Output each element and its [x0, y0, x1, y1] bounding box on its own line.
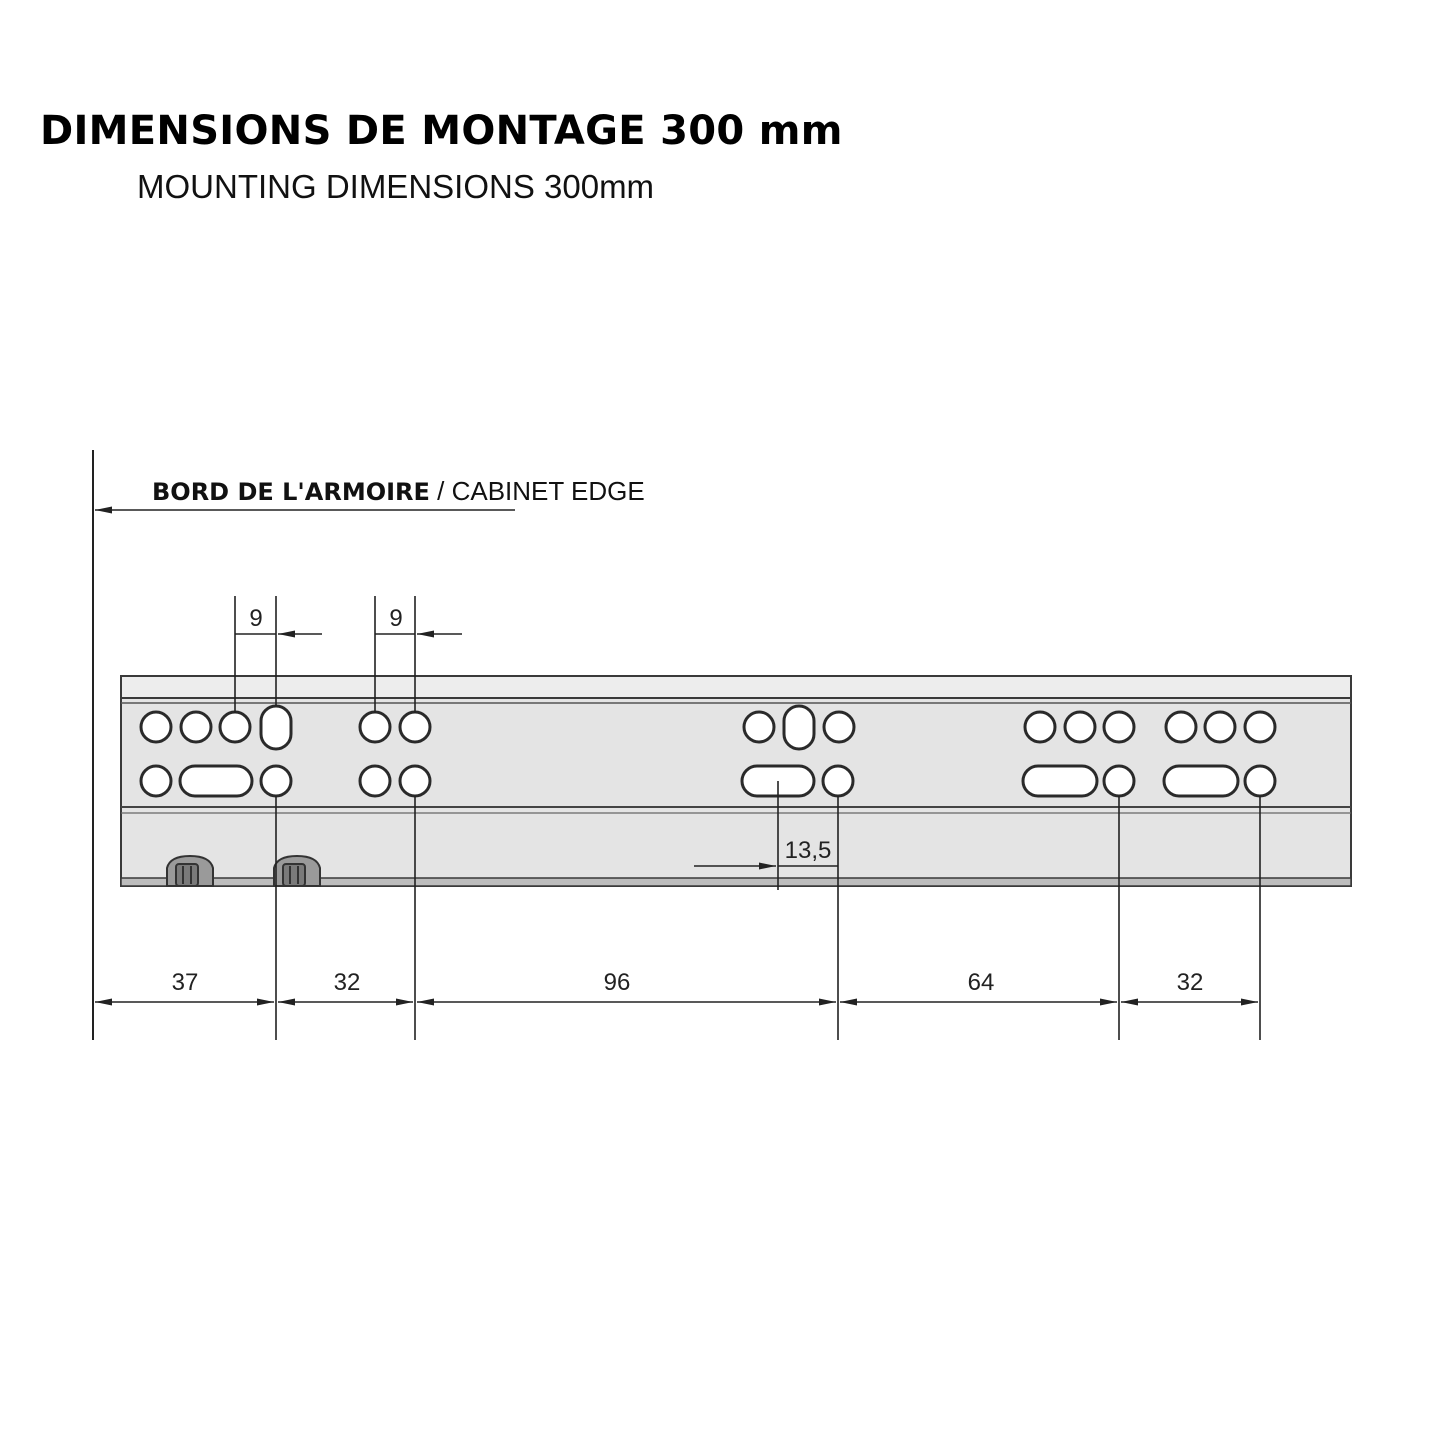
hole [1065, 712, 1095, 742]
hole [360, 712, 390, 742]
hole [1245, 766, 1275, 796]
spacing-label: 37 [171, 969, 199, 996]
hole [744, 712, 774, 742]
hole [400, 766, 430, 796]
spacing-label: 32 [1176, 969, 1204, 996]
horizontal-slot [1164, 766, 1238, 796]
hole [1166, 712, 1196, 742]
hole [360, 766, 390, 796]
hole [1205, 712, 1235, 742]
cabinet-edge-label: BORD DE L'ARMOIRE / CABINET EDGE [152, 476, 645, 506]
title-french: DIMENSIONS DE MONTAGE 300 mm [40, 108, 843, 154]
hole [823, 766, 853, 796]
hole [1245, 712, 1275, 742]
vertical-slot [261, 706, 291, 749]
offset-label: 13,5 [784, 837, 832, 864]
horizontal-slot [1023, 766, 1097, 796]
offset-label: 9 [249, 605, 263, 632]
horizontal-slot [180, 766, 252, 796]
hole [141, 766, 171, 796]
hole [181, 712, 211, 742]
spacing-label: 32 [333, 969, 361, 996]
hole [261, 766, 291, 796]
spacing-dimensions [95, 969, 1258, 1002]
vertical-slot [784, 706, 814, 749]
hole [141, 712, 171, 742]
spacing-label: 64 [967, 969, 995, 996]
hole [824, 712, 854, 742]
spacing-label: 96 [603, 969, 631, 996]
offset-label: 9 [389, 605, 403, 632]
title-english: MOUNTING DIMENSIONS 300mm [137, 168, 655, 205]
hole [400, 712, 430, 742]
hole [1104, 712, 1134, 742]
hole [1025, 712, 1055, 742]
hole [1104, 766, 1134, 796]
hole [220, 712, 250, 742]
